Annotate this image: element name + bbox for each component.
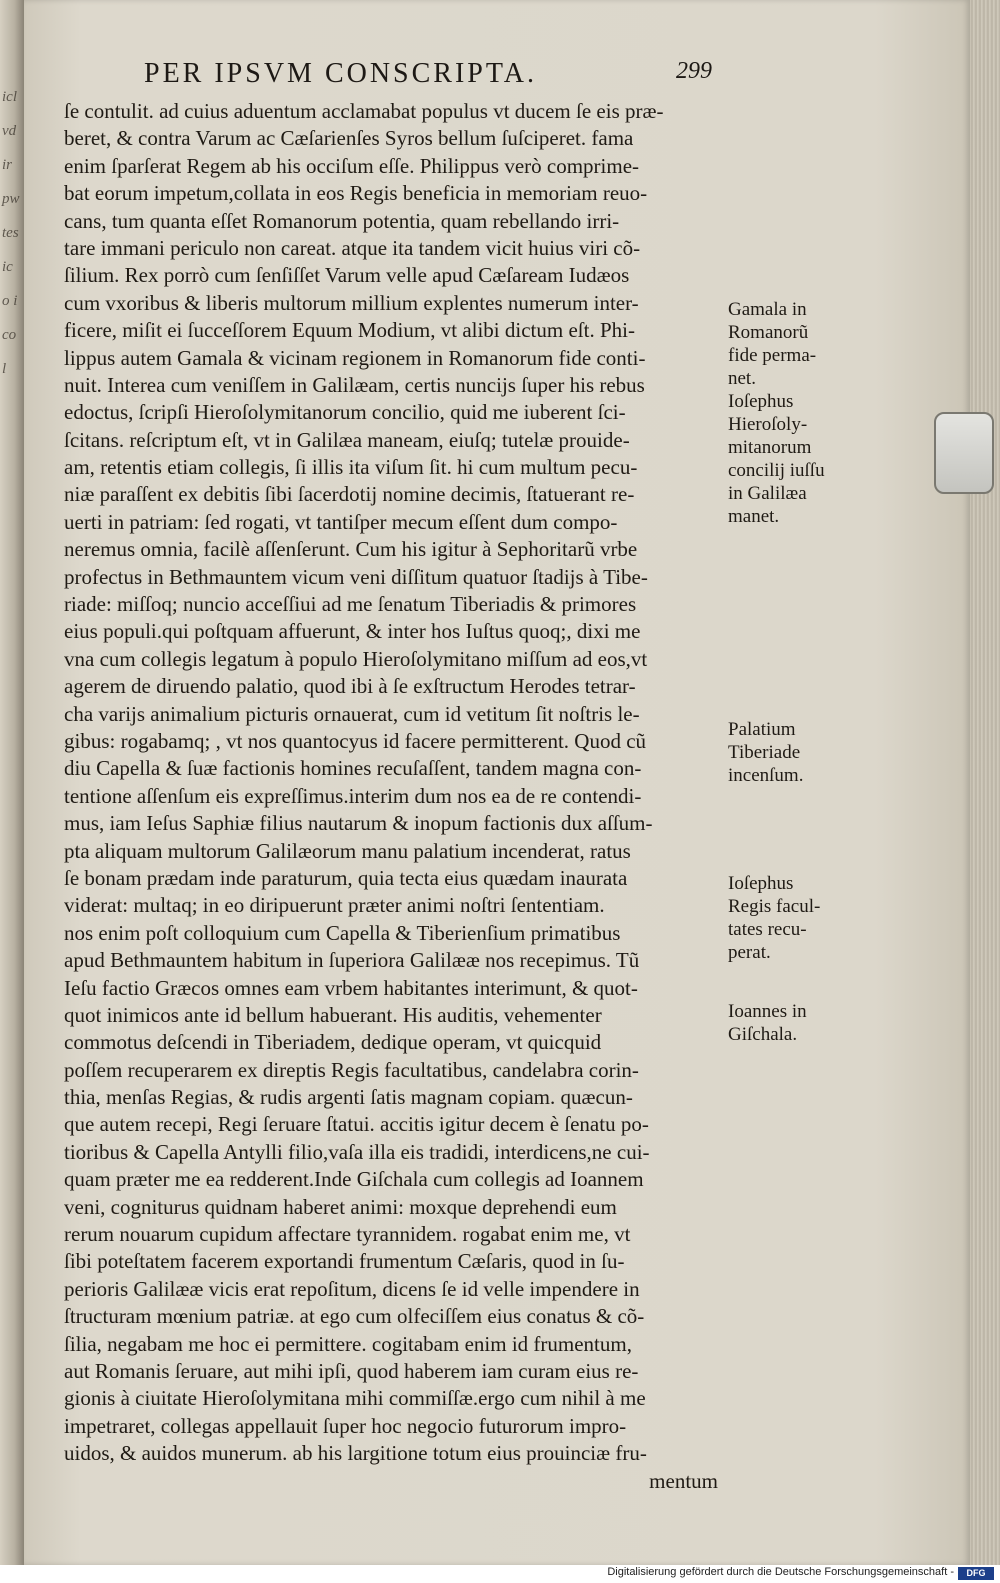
- text-line: thia, menſas Regias, & rudis argenti ſatis magnam copiam. quæcun-: [64, 1085, 633, 1110]
- text-line: niæ paraſſent ex debitis ſibi ſacerdotij nomine decimis, ſtatuerant re-: [64, 482, 635, 507]
- marginal-note-line: perat.: [728, 942, 771, 963]
- marginal-note-line: Tiberiade: [728, 742, 801, 763]
- marginal-note-line: Gamala in: [728, 299, 807, 320]
- marginal-note-line: Ioſephus: [728, 873, 794, 894]
- text-line: tare immani periculo non careat. atque ita tandem vicit huius viri cõ-: [64, 235, 641, 260]
- marginal-note-line: in Galilæa: [728, 483, 807, 504]
- text-line: quot inimicos ante id bellum habuerant. His auditis, vehementer: [64, 1002, 602, 1027]
- text-line: uidos, & auidos munerum. ab his largitione totum eius prouinciæ fru-: [64, 1441, 647, 1466]
- marginal-note-line: concilij iuſſu: [728, 460, 825, 481]
- text-line: ſe contulit. ad cuius aduentum acclamabat populus vt ducem ſe eis præ-: [64, 99, 664, 123]
- digitization-footer: [0, 1565, 1000, 1583]
- marginal-note-palatium: [728, 718, 856, 787]
- text-line: que autem recepi, Regi ſeruare ſtatui. accitis igitur decem è ſenatu po-: [64, 1112, 649, 1137]
- text-line: cum vxoribus & liberis multorum millium explentes numerum inter-: [64, 290, 639, 315]
- marginal-note-line: tates recu-: [728, 919, 807, 940]
- marginal-note-ioannes: [728, 1000, 856, 1046]
- marginal-note-line: mitanorum: [728, 437, 812, 458]
- text-line: cha varijs animalium picturis ornauerat, cum id vetitum ſit noſtris le-: [64, 701, 640, 726]
- marginal-note-line: Romanorũ: [728, 322, 809, 343]
- text-line: cans, tum quanta eſſet Romanorum potentia, quam rebellando irri-: [64, 208, 620, 233]
- marginal-note-iosephus-regis: [728, 872, 856, 964]
- text-line: agerem de diruendo palatio, quod ibi à ſe exſtructum Herodes tetrar-: [64, 674, 636, 699]
- text-line: mus, iam Ieſus Saphiæ filius nautarum & inopum factionis dux aſſum-: [64, 811, 653, 836]
- text-line: uerti in patriam: ſed rogati, vt tantiſper mecum eſſent dum compo-: [64, 509, 618, 534]
- text-line: poſſem recuperarem ex direptis Regis facultatibus, candelabra corin-: [64, 1057, 639, 1082]
- marginal-note-line: manet.: [728, 506, 780, 527]
- marginal-note-line: Hieroſoly-: [728, 414, 808, 435]
- text-line: am, retentis etiam collegis, ſi illis ita viſum ſit. hi cum multum pecu-: [64, 455, 638, 480]
- marginal-note-line: Giſchala.: [728, 1024, 798, 1045]
- page-fore-edge: [970, 0, 1000, 1565]
- text-line: ſibi poteſtatem facerem exportandi frumentum Cæſaris, quod in ſu-: [64, 1249, 625, 1274]
- text-line: diu Capella & ſuæ factionis homines recuſaſſent, tandem magna con-: [64, 756, 642, 781]
- marginal-note-gamala: [728, 298, 856, 390]
- running-head: PER IPSVM CONSCRIPTA.: [144, 58, 537, 89]
- marginal-note-iosephus-concilium: [728, 390, 856, 528]
- page-number: 299: [676, 58, 712, 84]
- text-line: lippus autem Gamala & vicinam regionem in Romanorum fide conti-: [64, 345, 646, 370]
- text-line: veni, cogniturus quidnam haberet animi: moxque deprehendi eum: [64, 1194, 617, 1219]
- text-line: enim ſparſerat Regem ab his occiſum eſſe. Philippus verò comprime-: [64, 153, 640, 178]
- marginal-note-line: net.: [728, 368, 756, 389]
- text-line: ſtructuram mœnium patriæ. at ego cum olfeciſſem eius conatus & cõ-: [64, 1304, 645, 1329]
- marginal-note-line: Palatium: [728, 719, 796, 740]
- catchword: mentum: [649, 1468, 718, 1493]
- book-page: [24, 0, 970, 1565]
- text-line: ficere, miſit ei ſucceſſorem Equum Modium, vt alibi dictum eſt. Phi-: [64, 318, 635, 343]
- text-line: profectus in Bethmauntem vicum veni diſſitum quatuor ſtadijs à Tibe-: [64, 564, 648, 589]
- page-clip: [934, 412, 994, 494]
- marginal-note-line: fide perma-: [728, 345, 817, 366]
- text-line: tioribus & Capella Antylli filio,vaſa illa eis tradidi, interdicens,ne cui-: [64, 1139, 650, 1164]
- scan-left-margin: [0, 0, 24, 1583]
- text-line: pta aliquam multorum Galilæorum manu palatium incenderat, ratus: [64, 838, 631, 863]
- text-line: riade: miſſoq; nuncio acceſſiui ad me ſenatum Tiberiadis & primores: [64, 592, 637, 617]
- text-line: edoctus, ſcripſi Hieroſolymitanorum concilio, quid me iuberent ſci-: [64, 400, 626, 425]
- text-line: ſilium. Rex porrò cum ſenſiſſet Varum velle apud Cæſaream Iudæos: [64, 263, 630, 288]
- text-line: aut Romanis ſeruare, aut mihi ipſi, quod haberem iam curam eius re-: [64, 1358, 639, 1383]
- text-line: neremus omnia, facilè aſſenſerunt. Cum his igitur à Sephoritarũ vrbe: [64, 537, 638, 562]
- marginal-note-line: incenſum.: [728, 765, 804, 786]
- adjacent-page-fragment: icl vdir pw tes ico icol: [2, 89, 20, 377]
- text-line: nos enim poſt colloquium cum Capella & Tiberienſium primatibus: [64, 920, 621, 945]
- marginal-note-line: Ioſephus: [728, 391, 794, 412]
- text-line: commotus deſcendi in Tiberiadem, dedique operam, vt quicquid: [64, 1030, 602, 1055]
- funding-credit: Digitalisierung gefördert durch die Deutsche Forschungsgemeinschaft -: [607, 1566, 954, 1578]
- text-line: ſcitans. reſcriptum eſt, vt in Galilæa maneam, eiuſq; tutelæ prouide-: [64, 427, 630, 452]
- text-line: rerum nouarum cupidum affectare tyrannidem. rogabat enim me, vt: [64, 1222, 631, 1247]
- text-line: Ieſu factio Græcos omnes eam vrbem habitantes interimunt, & quot-: [64, 975, 638, 1000]
- text-line: tentione aſſenſum eis expreſſimus.interim dum nos ea de re contendi-: [64, 783, 642, 808]
- marginal-note-line: Ioannes in: [728, 1001, 807, 1022]
- text-line: apud Bethmauntem habitum in ſuperiora Galilææ nos recepimus. Tũ: [64, 948, 640, 973]
- text-line: beret, & contra Varum ac Cæſarienſes Syros bellum ſuſciperet. fama: [64, 126, 634, 151]
- text-line: viderat: multaq; in eo diripuerunt præter animi noſtri ſententiam.: [64, 893, 605, 918]
- text-line: quam præter me ea redderent.Inde Giſchala cum collegis ad Ioannem: [64, 1167, 644, 1192]
- text-line: gibus: rogabamq; , vt nos quantocyus id facere permitterent. Quod cũ: [64, 728, 647, 753]
- text-line: ſe bonam prædam inde paraturum, quia tecta eius quædam inaurata: [64, 865, 628, 890]
- text-line: eius populi.qui poſtquam affuerunt, & inter hos Iuſtus quoq;, dixi me: [64, 619, 641, 644]
- marginal-note-line: Regis facul-: [728, 896, 821, 917]
- text-line: impetraret, collegas appellauit ſuper hoc negocio futurorum impro-: [64, 1413, 627, 1438]
- text-line: bat eorum impetum,collata in eos Regis beneficia in memoriam reuo-: [64, 181, 648, 206]
- text-line: gionis à ciuitate Hieroſolymitana mihi commiſſæ.ergo cum nihil à me: [64, 1386, 646, 1411]
- text-line: perioris Galilææ vicis erat repoſitum, dicens ſe id velle impendere in: [64, 1276, 640, 1301]
- text-line: vna cum collegis legatum à populo Hieroſolymitano miſſum ad eos,vt: [64, 646, 648, 671]
- text-line: nuit. Interea cum veniſſem in Galilæam, certis nuncijs ſuper his rebus: [64, 372, 645, 397]
- text-line: ſilia, negabam me hoc ei permittere. cogitabam enim id frumentum,: [64, 1331, 632, 1356]
- dfg-logo: DFG: [958, 1567, 994, 1580]
- body-text: [64, 98, 726, 1495]
